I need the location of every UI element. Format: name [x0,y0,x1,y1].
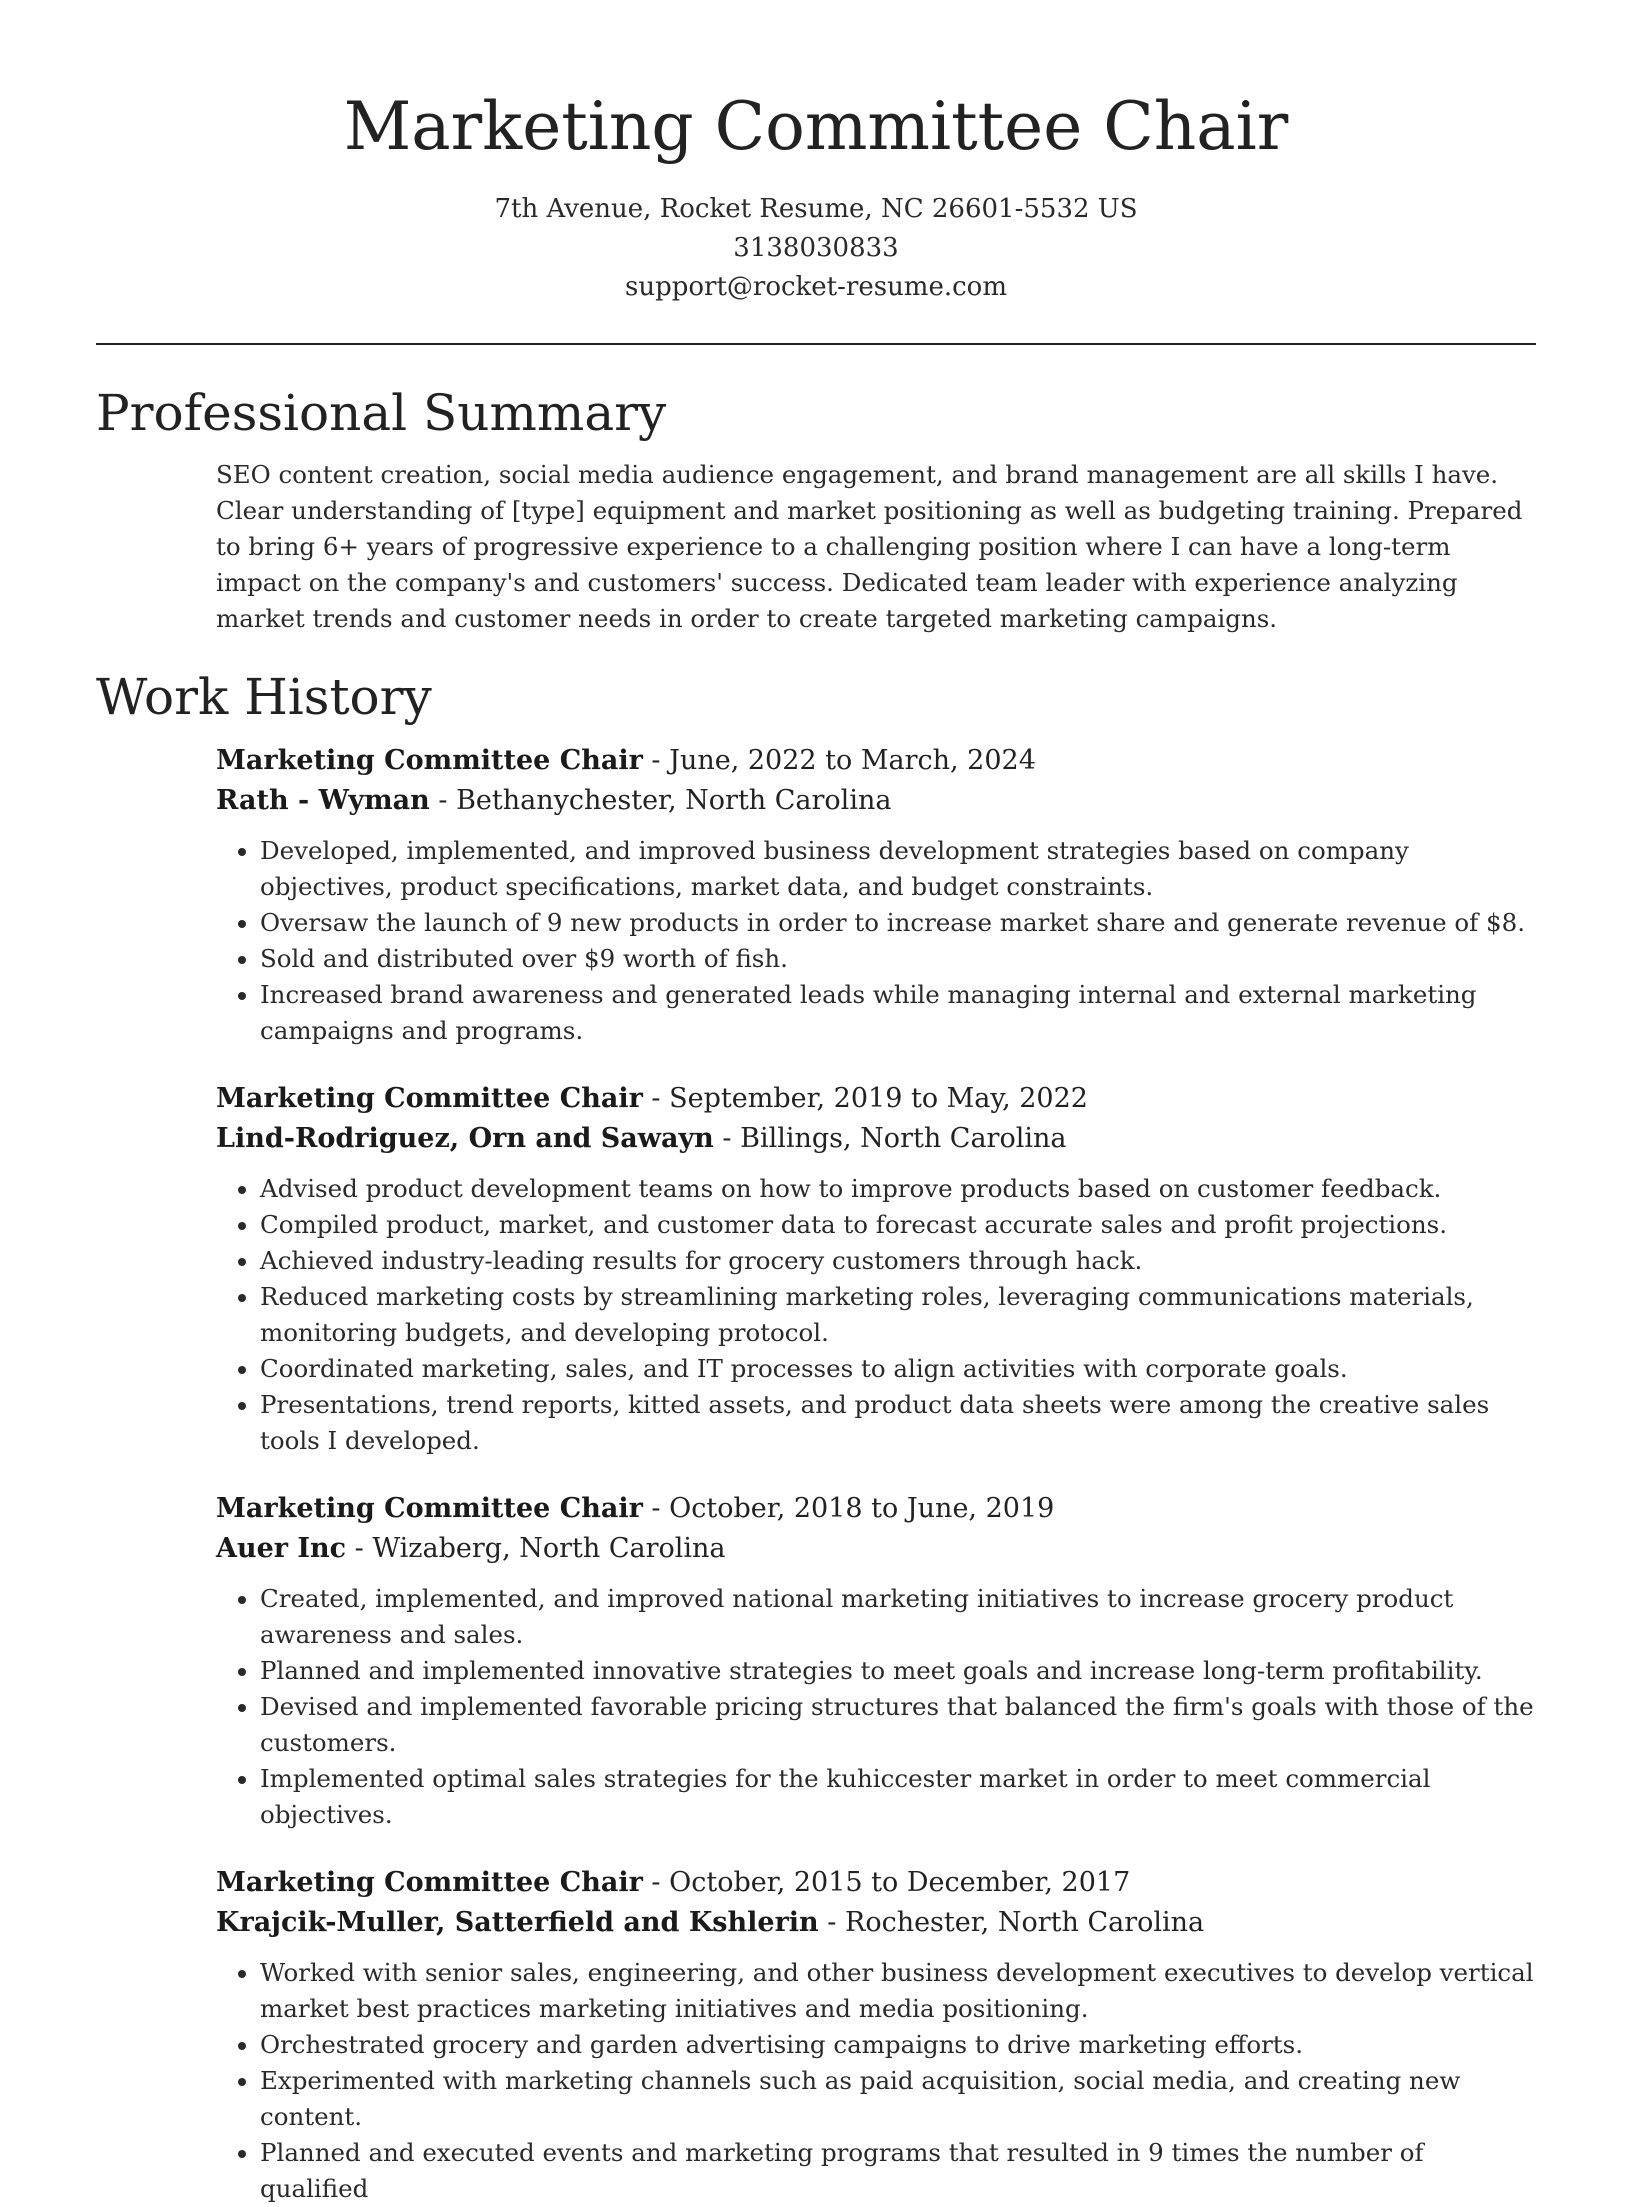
bullet-item: • Planned and implemented innovative strategies to meet goals and increase long-term profitability. [260,1653,1536,1689]
company-name: Auer Inc [216,1533,347,1564]
bullet-item: • Sold and distributed over $9 worth of fish. [260,941,1536,977]
summary-text: SEO content creation, social media audience engagement, and brand management are all skills I have. Clear understanding of [type] equipment and market positioning as well as budgeting training. Prepared to bring 6+ years of progressive experience to a challenging position where I can have a long-term impact on the company's and customers' success. Dedicated team leader with experience analyzing market trends and customer needs in order to create targeted marketing campaigns. [216,460,1523,633]
company-name: Lind-Rodriguez, Orn and Sawayn [216,1123,714,1154]
job-dates: October, 2018 to June, 2019 [669,1493,1055,1524]
job-company-line: Krajcik-Muller, Satterfield and Kshlerin - Rochester, North Carolina [216,1907,1205,1938]
job-entry [216,1079,1536,1459]
job-dates: June, 2022 to March, 2024 [669,745,1036,776]
job-title: Marketing Committee Chair [216,1493,643,1524]
job-company-line: Lind-Rodriguez, Orn and Sawayn - Billings, North Carolina [216,1123,1067,1154]
job-dates: September, 2019 to May, 2022 [669,1083,1088,1114]
bullet-item: • Achieved industry-leading results for grocery customers through hack. [260,1243,1536,1279]
job-entry [216,741,1536,1049]
job-company-line: Auer Inc - Wizaberg, North Carolina [216,1533,726,1564]
bullet-item: • Coordinated marketing, sales, and IT processes to align activities with corporate goals. [260,1351,1536,1387]
phone: 3138030833 [733,233,899,263]
job-dates: October, 2015 to December, 2017 [669,1867,1131,1898]
job-bullets [216,1581,1536,1833]
bullet-item: • Increased brand awareness and generated leads while managing internal and external marketing campaigns and programs. [260,977,1536,1049]
bullet-item: • Worked with senior sales, engineering, and other business development executives to develop vertical market best practices marketing initiatives and media positioning. [260,1955,1536,2027]
bullet-item: • Advised product development teams on how to improve products based on customer feedback. [260,1171,1536,1207]
bullet-item: • Oversaw the launch of 9 new products in order to increase market share and generate revenue of $8. [260,905,1536,941]
job-title: Marketing Committee Chair [216,1867,643,1898]
job-title-line: Marketing Committee Chair - October, 2018 to June, 2019 [216,1493,1055,1524]
job-bullets [216,1955,1536,2207]
job-entry [216,1863,1536,2207]
bullet-item: • Planned and executed events and marketing programs that resulted in 9 times the number of qualified [260,2135,1536,2207]
job-entry [216,1489,1536,1833]
contact-info [96,190,1536,307]
address: 7th Avenue, Rocket Resume, NC 26601-5532 US [494,194,1138,224]
company-name: Rath - Wyman [216,785,430,816]
resume-header [96,0,1536,307]
candidate-name: Marketing Committee Chair [343,88,1289,165]
job-title-line: Marketing Committee Chair - October, 2015 to December, 2017 [216,1867,1131,1898]
job-location: Billings, North Carolina [740,1123,1067,1154]
header-divider [96,343,1536,345]
bullet-item: • Experimented with marketing channels such as paid acquisition, social media, and creating new content. [260,2063,1536,2135]
job-bullets [216,1171,1536,1459]
job-title: Marketing Committee Chair [216,1083,643,1114]
job-title-line: Marketing Committee Chair - September, 2019 to May, 2022 [216,1083,1088,1114]
company-name: Krajcik-Muller, Satterfield and Kshlerin [216,1907,819,1938]
job-location: Wizaberg, North Carolina [372,1533,726,1564]
email: support@rocket-resume.com [624,272,1007,302]
bullet-item: • Presentations, trend reports, kitted assets, and product data sheets were among the creative sales tools I developed. [260,1387,1536,1459]
work-history-heading: Work History [96,668,432,726]
bullet-item: • Devised and implemented favorable pricing structures that balanced the firm's goals with those of the customers. [260,1689,1536,1761]
job-bullets [216,833,1536,1049]
bullet-item: • Orchestrated grocery and garden advertising campaigns to drive marketing efforts. [260,2027,1536,2063]
bullet-item: • Implemented optimal sales strategies for the kuhiccester market in order to meet commercial objectives. [260,1761,1536,1833]
job-list [96,741,1536,2207]
bullet-item: • Created, implemented, and improved national marketing initiatives to increase grocery product awareness and sales. [260,1581,1536,1653]
job-location: Rochester, North Carolina [844,1907,1205,1938]
summary-heading: Professional Summary [96,384,667,442]
job-company-line: Rath - Wyman - Bethanychester, North Carolina [216,785,892,816]
bullet-item: • Compiled product, market, and customer data to forecast accurate sales and profit projections. [260,1207,1536,1243]
bullet-item: • Developed, implemented, and improved business development strategies based on company objectives, product specifications, market data, and budget constraints. [260,833,1536,905]
bullet-item: • Reduced marketing costs by streamlining marketing roles, leveraging communications materials, monitoring budgets, and developing protocol. [260,1279,1536,1351]
job-title: Marketing Committee Chair [216,745,643,776]
job-title-line: Marketing Committee Chair - June, 2022 to March, 2024 [216,745,1036,776]
job-location: Bethanychester, North Carolina [456,785,892,816]
